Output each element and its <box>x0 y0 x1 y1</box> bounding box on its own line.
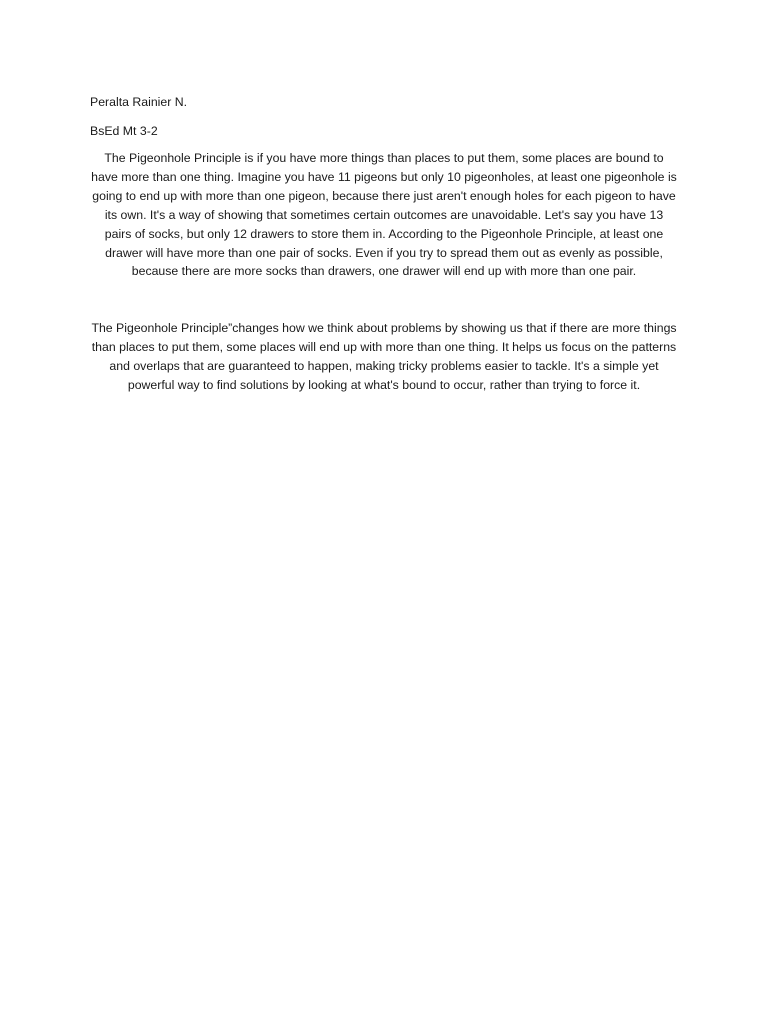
paragraph-reflection: The Pigeonhole Principle”changes how we think about problems by showing us that if there are more things than places to put them, some places will end up with more than one thing. It helps us focus on the patterns and overlaps that are guaranteed to happen, making tricky problems easier to tackle. It's a simple yet powerful way to find solutions by looking at what's bound to occur, rather than trying to force it. <box>91 321 677 393</box>
author-name: Peralta Rainier N. <box>90 95 188 109</box>
class-section: BsEd Mt 3-2 <box>90 124 158 138</box>
paragraph-definition: The Pigeonhole Principle is if you have more things than places to put them, some places are bound to have more than one thing. Imagine you have 11 pigeons but only 10 pigeonholes, at least one pigeonhole is going to end up with more than one pigeon, because there just aren't enough holes for each pigeon to have its own. It's a way of showing that sometimes certain outcomes are unavoidable. Let's say you have 13 pairs of socks, but only 12 drawers to store them in. According to the Pigeonhole Principle, at least one drawer will have more than one pair of socks. Even if you try to spread them out as evenly as possible, because there are more socks than drawers, one drawer will end up with more than one pair. <box>91 151 677 279</box>
